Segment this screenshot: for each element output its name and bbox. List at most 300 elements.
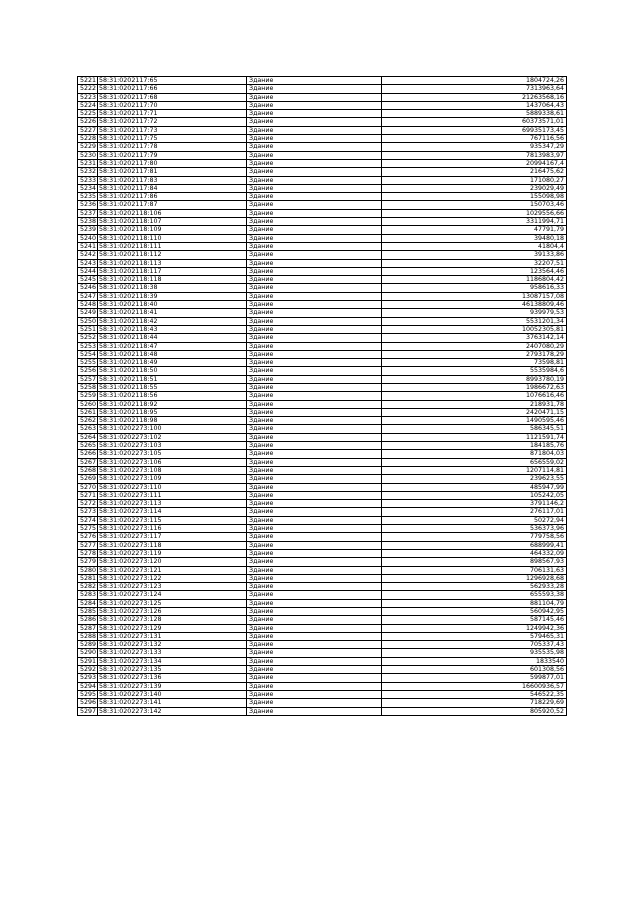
table-row: [78, 442, 567, 450]
cadastral-number-cell: 58:31:0202117:84: [98, 184, 247, 192]
cadastral-value-cell: 656559,02: [382, 458, 567, 466]
row-number-cell: 5246: [78, 284, 98, 292]
row-number-cell: 5234: [78, 184, 98, 192]
row-number-cell: 5265: [78, 442, 98, 450]
cadastral-number-cell: 58:31:0202118:44: [98, 334, 247, 342]
row-number-cell: 5241: [78, 242, 98, 250]
cadastral-number-cell: 58:31:0202117:68: [98, 93, 247, 101]
table-row: [78, 193, 567, 201]
object-type-cell: Здание: [247, 707, 382, 715]
row-number-cell: 5262: [78, 417, 98, 425]
table-row: [78, 301, 567, 309]
cadastral-value-cell: 1490595,46: [382, 417, 567, 425]
object-type-cell: Здание: [247, 176, 382, 184]
table-row: [78, 325, 567, 333]
row-number-cell: 5261: [78, 408, 98, 416]
row-number-cell: 5269: [78, 475, 98, 483]
cadastral-number-cell: 58:31:0202117:81: [98, 168, 247, 176]
object-type-cell: Здание: [247, 218, 382, 226]
cadastral-number-cell: 58:31:0202273:126: [98, 608, 247, 616]
row-number-cell: 5282: [78, 583, 98, 591]
row-number-cell: 5293: [78, 674, 98, 682]
row-number-cell: 5295: [78, 690, 98, 698]
cadastral-number-cell: 58:31:0202117:72: [98, 118, 247, 126]
table-row: [78, 143, 567, 151]
object-type-cell: Здание: [247, 325, 382, 333]
row-number-cell: 5235: [78, 193, 98, 201]
object-type-cell: Здание: [247, 85, 382, 93]
cadastral-number-cell: 58:31:0202117:86: [98, 193, 247, 201]
object-type-cell: Здание: [247, 425, 382, 433]
row-number-cell: 5287: [78, 624, 98, 632]
table-row: [78, 126, 567, 134]
table-row: [78, 666, 567, 674]
cadastral-value-cell: 562933,28: [382, 583, 567, 591]
row-number-cell: 5251: [78, 325, 98, 333]
row-number-cell: 5275: [78, 525, 98, 533]
object-type-cell: Здание: [247, 616, 382, 624]
cadastral-value-cell: 123564,46: [382, 267, 567, 275]
cadastral-number-cell: 58:31:0202118:50: [98, 367, 247, 375]
object-type-cell: Здание: [247, 417, 382, 425]
table-row: [78, 508, 567, 516]
object-type-cell: Здание: [247, 201, 382, 209]
cadastral-value-cell: 655593,38: [382, 591, 567, 599]
cadastral-value-cell: 155098,98: [382, 193, 567, 201]
object-type-cell: Здание: [247, 392, 382, 400]
table-row: [78, 201, 567, 209]
row-number-cell: 5221: [78, 77, 98, 85]
object-type-cell: Здание: [247, 591, 382, 599]
object-type-cell: Здание: [247, 77, 382, 85]
cadastral-number-cell: 58:31:0202273:117: [98, 533, 247, 541]
row-number-cell: 5267: [78, 458, 98, 466]
cadastral-number-cell: 58:31:0202117:79: [98, 151, 247, 159]
row-number-cell: 5296: [78, 699, 98, 707]
table-row: [78, 400, 567, 408]
row-number-cell: 5250: [78, 317, 98, 325]
table-row: [78, 558, 567, 566]
table-row: [78, 533, 567, 541]
cadastral-value-cell: 7313963,64: [382, 85, 567, 93]
table-row: [78, 574, 567, 582]
row-number-cell: 5264: [78, 433, 98, 441]
row-number-cell: 5256: [78, 367, 98, 375]
table-row: [78, 425, 567, 433]
object-type-cell: Здание: [247, 500, 382, 508]
cadastral-number-cell: 58:31:0202118:42: [98, 317, 247, 325]
row-number-cell: 5292: [78, 666, 98, 674]
row-number-cell: 5252: [78, 334, 98, 342]
cadastral-value-cell: 464332,09: [382, 549, 567, 557]
cadastral-number-cell: 58:31:0202118:39: [98, 292, 247, 300]
object-type-cell: Здание: [247, 367, 382, 375]
cadastral-number-cell: 58:31:0202118:38: [98, 284, 247, 292]
cadastral-number-cell: 58:31:0202273:122: [98, 574, 247, 582]
cadastral-number-cell: 58:31:0202273:129: [98, 624, 247, 632]
cadastral-number-cell: 58:31:0202117:73: [98, 126, 247, 134]
table-row: [78, 641, 567, 649]
table-row: [78, 85, 567, 93]
cadastral-value-cell: 1804724,26: [382, 77, 567, 85]
cadastral-number-cell: 58:31:0202118:40: [98, 301, 247, 309]
cadastral-value-cell: 239623,55: [382, 475, 567, 483]
cadastral-number-cell: 58:31:0202273:135: [98, 666, 247, 674]
table-row: [78, 93, 567, 101]
table-row: [78, 616, 567, 624]
object-type-cell: Здание: [247, 566, 382, 574]
object-type-cell: Здание: [247, 624, 382, 632]
cadastral-value-cell: 69935173,45: [382, 126, 567, 134]
cadastral-value-cell: 1833540: [382, 657, 567, 665]
object-type-cell: Здание: [247, 508, 382, 516]
table-row: [78, 657, 567, 665]
cadastral-value-cell: 7813983,97: [382, 151, 567, 159]
object-type-cell: Здание: [247, 350, 382, 358]
cadastral-value-cell: 881104,79: [382, 599, 567, 607]
object-type-cell: Здание: [247, 690, 382, 698]
row-number-cell: 5290: [78, 649, 98, 657]
cadastral-number-cell: 58:31:0202118:95: [98, 408, 247, 416]
cadastral-number-cell: 58:31:0202117:78: [98, 143, 247, 151]
cadastral-number-cell: 58:31:0202273:133: [98, 649, 247, 657]
table-row: [78, 674, 567, 682]
table-row: [78, 226, 567, 234]
object-type-cell: Здание: [247, 558, 382, 566]
cadastral-number-cell: 58:31:0202118:111: [98, 242, 247, 250]
cadastral-value-cell: 150703,46: [382, 201, 567, 209]
cadastral-value-cell: 47791,79: [382, 226, 567, 234]
row-number-cell: 5266: [78, 450, 98, 458]
cadastral-value-cell: 2793178,29: [382, 350, 567, 358]
cadastral-value-cell: 939979,53: [382, 309, 567, 317]
cadastral-number-cell: 58:31:0202118:92: [98, 400, 247, 408]
cadastral-value-cell: 1076616,46: [382, 392, 567, 400]
object-type-cell: Здание: [247, 276, 382, 284]
table-row: [78, 251, 567, 259]
table-row: [78, 608, 567, 616]
cadastral-value-cell: 935535,98: [382, 649, 567, 657]
row-number-cell: 5228: [78, 135, 98, 143]
cadastral-number-cell: 58:31:0202118:109: [98, 226, 247, 234]
row-number-cell: 5297: [78, 707, 98, 715]
cadastral-value-cell: 3763142,14: [382, 334, 567, 342]
row-number-cell: 5225: [78, 110, 98, 118]
table-row: [78, 267, 567, 275]
table-row: [78, 516, 567, 524]
object-type-cell: Здание: [247, 118, 382, 126]
cadastral-number-cell: 58:31:0202117:75: [98, 135, 247, 143]
table-row: [78, 176, 567, 184]
row-number-cell: 5280: [78, 566, 98, 574]
row-number-cell: 5255: [78, 359, 98, 367]
cadastral-number-cell: 58:31:0202118:113: [98, 259, 247, 267]
cadastral-value-cell: 1249942,36: [382, 624, 567, 632]
cadastral-number-cell: 58:31:0202273:134: [98, 657, 247, 665]
table-row: [78, 317, 567, 325]
cadastral-number-cell: 58:31:0202117:80: [98, 159, 247, 167]
table-row: [78, 599, 567, 607]
cadastral-number-cell: 58:31:0202118:43: [98, 325, 247, 333]
table-row: [78, 525, 567, 533]
object-type-cell: Здание: [247, 641, 382, 649]
object-type-cell: Здание: [247, 93, 382, 101]
row-number-cell: 5291: [78, 657, 98, 665]
cadastral-number-cell: 58:31:0202273:128: [98, 616, 247, 624]
object-type-cell: Здание: [247, 533, 382, 541]
table-row: [78, 209, 567, 217]
row-number-cell: 5284: [78, 599, 98, 607]
table-row: [78, 151, 567, 159]
row-number-cell: 5247: [78, 292, 98, 300]
row-number-cell: 5253: [78, 342, 98, 350]
object-type-cell: Здание: [247, 168, 382, 176]
cadastral-number-cell: 58:31:0202273:100: [98, 425, 247, 433]
cadastral-number-cell: 58:31:0202273:142: [98, 707, 247, 715]
object-type-cell: Здание: [247, 342, 382, 350]
object-type-cell: Здание: [247, 101, 382, 109]
table-row: [78, 500, 567, 508]
object-type-cell: Здание: [247, 251, 382, 259]
table-body: [78, 77, 567, 716]
object-type-cell: Здание: [247, 400, 382, 408]
table-row: [78, 218, 567, 226]
table-row: [78, 101, 567, 109]
cadastral-value-cell: 16600936,57: [382, 682, 567, 690]
object-type-cell: Здание: [247, 226, 382, 234]
object-type-cell: Здание: [247, 442, 382, 450]
cadastral-value-cell: 5889338,61: [382, 110, 567, 118]
object-type-cell: Здание: [247, 475, 382, 483]
object-type-cell: Здание: [247, 483, 382, 491]
cadastral-value-cell: 184185,76: [382, 442, 567, 450]
cadastral-value-cell: 805920,52: [382, 707, 567, 715]
cadastral-value-cell: 60373571,01: [382, 118, 567, 126]
cadastral-number-cell: 58:31:0202118:106: [98, 209, 247, 217]
table-row: [78, 624, 567, 632]
row-number-cell: 5289: [78, 641, 98, 649]
object-type-cell: Здание: [247, 682, 382, 690]
table-row: [78, 458, 567, 466]
object-type-cell: Здание: [247, 359, 382, 367]
object-type-cell: Здание: [247, 433, 382, 441]
cadastral-number-cell: 58:31:0202118:117: [98, 267, 247, 275]
table-row: [78, 334, 567, 342]
cadastral-value-table: [77, 76, 567, 716]
cadastral-number-cell: 58:31:0202118:56: [98, 392, 247, 400]
row-number-cell: 5281: [78, 574, 98, 582]
table-row: [78, 284, 567, 292]
table-row: [78, 417, 567, 425]
cadastral-value-cell: 39480,18: [382, 234, 567, 242]
table-row: [78, 566, 567, 574]
cadastral-value-cell: 706131,63: [382, 566, 567, 574]
object-type-cell: Здание: [247, 549, 382, 557]
row-number-cell: 5271: [78, 491, 98, 499]
object-type-cell: Здание: [247, 301, 382, 309]
object-type-cell: Здание: [247, 309, 382, 317]
cadastral-number-cell: 58:31:0202273:136: [98, 674, 247, 682]
table-row: [78, 159, 567, 167]
cadastral-number-cell: 58:31:0202118:47: [98, 342, 247, 350]
row-number-cell: 5230: [78, 151, 98, 159]
table-row: [78, 690, 567, 698]
table-row: [78, 491, 567, 499]
cadastral-value-cell: 171080,27: [382, 176, 567, 184]
cadastral-value-cell: 935347,29: [382, 143, 567, 151]
cadastral-number-cell: 58:31:0202118:107: [98, 218, 247, 226]
row-number-cell: 5272: [78, 500, 98, 508]
table-row: [78, 118, 567, 126]
row-number-cell: 5238: [78, 218, 98, 226]
row-number-cell: 5226: [78, 118, 98, 126]
object-type-cell: Здание: [247, 126, 382, 134]
cadastral-value-cell: 105242,05: [382, 491, 567, 499]
cadastral-value-cell: 779758,56: [382, 533, 567, 541]
cadastral-number-cell: 58:31:0202273:124: [98, 591, 247, 599]
cadastral-number-cell: 58:31:0202273:108: [98, 466, 247, 474]
cadastral-value-cell: 13087157,08: [382, 292, 567, 300]
table-row: [78, 682, 567, 690]
object-type-cell: Здание: [247, 267, 382, 275]
cadastral-value-cell: 32207,51: [382, 259, 567, 267]
row-number-cell: 5227: [78, 126, 98, 134]
row-number-cell: 5254: [78, 350, 98, 358]
table-row: [78, 184, 567, 192]
cadastral-value-cell: 5535984,6: [382, 367, 567, 375]
cadastral-number-cell: 58:31:0202118:49: [98, 359, 247, 367]
row-number-cell: 5263: [78, 425, 98, 433]
row-number-cell: 5260: [78, 400, 98, 408]
cadastral-value-cell: 536373,96: [382, 525, 567, 533]
cadastral-value-cell: 1986672,63: [382, 383, 567, 391]
object-type-cell: Здание: [247, 259, 382, 267]
cadastral-value-cell: 73598,81: [382, 359, 567, 367]
row-number-cell: 5248: [78, 301, 98, 309]
object-type-cell: Здание: [247, 657, 382, 665]
table-row: [78, 77, 567, 85]
cadastral-number-cell: 58:31:0202273:121: [98, 566, 247, 574]
cadastral-number-cell: 58:31:0202273:118: [98, 541, 247, 549]
object-type-cell: Здание: [247, 184, 382, 192]
cadastral-value-cell: 5531201,34: [382, 317, 567, 325]
cadastral-value-cell: 41804,4: [382, 242, 567, 250]
cadastral-value-cell: 579465,31: [382, 632, 567, 640]
row-number-cell: 5224: [78, 101, 98, 109]
cadastral-value-cell: 718229,69: [382, 699, 567, 707]
cadastral-number-cell: 58:31:0202273:105: [98, 450, 247, 458]
table-row: [78, 707, 567, 715]
row-number-cell: 5270: [78, 483, 98, 491]
table-row: [78, 632, 567, 640]
row-number-cell: 5285: [78, 608, 98, 616]
table-row: [78, 549, 567, 557]
row-number-cell: 5223: [78, 93, 98, 101]
table-row: [78, 342, 567, 350]
table-row: [78, 110, 567, 118]
object-type-cell: Здание: [247, 135, 382, 143]
cadastral-number-cell: 58:31:0202273:115: [98, 516, 247, 524]
row-number-cell: 5229: [78, 143, 98, 151]
cadastral-value-cell: 1296928,68: [382, 574, 567, 582]
row-number-cell: 5237: [78, 209, 98, 217]
cadastral-value-cell: 705337,43: [382, 641, 567, 649]
cadastral-value-cell: 46138809,46: [382, 301, 567, 309]
cadastral-number-cell: 58:31:0202117:70: [98, 101, 247, 109]
row-number-cell: 5279: [78, 558, 98, 566]
table-row: [78, 168, 567, 176]
table-row: [78, 433, 567, 441]
object-type-cell: Здание: [247, 159, 382, 167]
table-row: [78, 234, 567, 242]
cadastral-value-cell: 276117,01: [382, 508, 567, 516]
cadastral-value-cell: 1121591,74: [382, 433, 567, 441]
object-type-cell: Здание: [247, 242, 382, 250]
cadastral-number-cell: 58:31:0202118:55: [98, 383, 247, 391]
row-number-cell: 5243: [78, 259, 98, 267]
cadastral-number-cell: 58:31:0202117:71: [98, 110, 247, 118]
cadastral-value-cell: 1029556,66: [382, 209, 567, 217]
object-type-cell: Здание: [247, 599, 382, 607]
row-number-cell: 5240: [78, 234, 98, 242]
row-number-cell: 5236: [78, 201, 98, 209]
cadastral-number-cell: 58:31:0202273:106: [98, 458, 247, 466]
object-type-cell: Здание: [247, 608, 382, 616]
table-row: [78, 242, 567, 250]
cadastral-value-cell: 2407080,29: [382, 342, 567, 350]
cadastral-value-cell: 10052305,81: [382, 325, 567, 333]
object-type-cell: Здание: [247, 632, 382, 640]
object-type-cell: Здание: [247, 143, 382, 151]
table-row: [78, 276, 567, 284]
cadastral-value-cell: 898567,93: [382, 558, 567, 566]
cadastral-number-cell: 58:31:0202117:66: [98, 85, 247, 93]
cadastral-value-cell: 560942,95: [382, 608, 567, 616]
table-row: [78, 466, 567, 474]
table-row: [78, 359, 567, 367]
cadastral-number-cell: 58:31:0202273:131: [98, 632, 247, 640]
cadastral-number-cell: 58:31:0202273:111: [98, 491, 247, 499]
table-row: [78, 350, 567, 358]
cadastral-number-cell: 58:31:0202273:116: [98, 525, 247, 533]
cadastral-value-cell: 216475,62: [382, 168, 567, 176]
cadastral-value-cell: 599877,01: [382, 674, 567, 682]
cadastral-value-cell: 587145,46: [382, 616, 567, 624]
row-number-cell: 5273: [78, 508, 98, 516]
table-row: [78, 367, 567, 375]
object-type-cell: Здание: [247, 450, 382, 458]
cadastral-number-cell: 58:31:0202117:65: [98, 77, 247, 85]
row-number-cell: 5286: [78, 616, 98, 624]
table-row: [78, 450, 567, 458]
table-row: [78, 475, 567, 483]
cadastral-value-cell: 3791146,2: [382, 500, 567, 508]
table-row: [78, 309, 567, 317]
row-number-cell: 5274: [78, 516, 98, 524]
row-number-cell: 5258: [78, 383, 98, 391]
cadastral-value-cell: 2420471,15: [382, 408, 567, 416]
object-type-cell: Здание: [247, 193, 382, 201]
object-type-cell: Здание: [247, 334, 382, 342]
row-number-cell: 5277: [78, 541, 98, 549]
table-row: [78, 699, 567, 707]
table-row: [78, 583, 567, 591]
cadastral-value-cell: 958616,33: [382, 284, 567, 292]
cadastral-value-cell: 239029,49: [382, 184, 567, 192]
cadastral-number-cell: 58:31:0202273:125: [98, 599, 247, 607]
object-type-cell: Здание: [247, 151, 382, 159]
cadastral-value-cell: 1437064,43: [382, 101, 567, 109]
